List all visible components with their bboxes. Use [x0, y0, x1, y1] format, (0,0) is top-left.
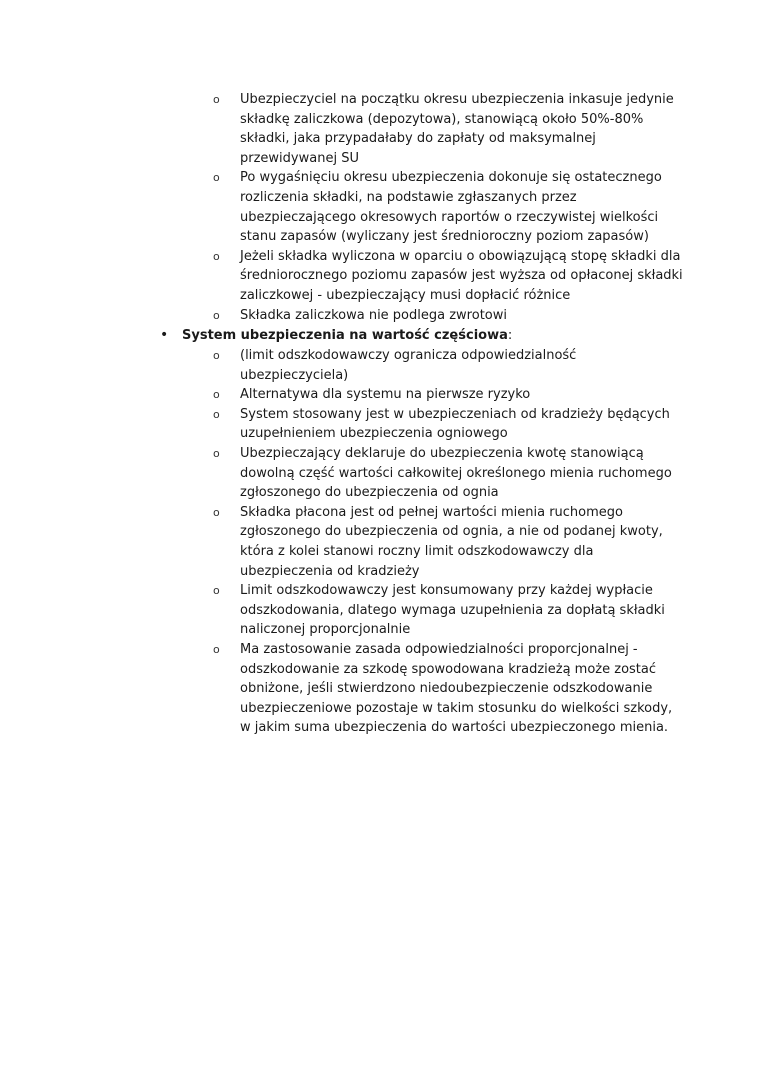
list-item	[213, 306, 683, 326]
circle-bullet-icon: o	[213, 407, 220, 421]
list-item	[213, 168, 683, 246]
section-heading-suffix: :	[507, 328, 513, 343]
list-item	[213, 90, 683, 168]
list-item	[213, 247, 683, 306]
list-item	[213, 640, 683, 738]
circle-bullet-icon: o	[213, 642, 220, 656]
list-item-text: Jeżeli składka wyliczona w oparciu o obowiązującą stopę składki dla średniorocznego poziomu zapasów jest wyższa od opłaconej składki zaliczkowej - ubezpieczający musi dopłacić różnice	[240, 248, 683, 303]
bullet-icon: •	[160, 327, 169, 343]
list-item-text: Ma zastosowanie zasada odpowiedzialności proporcjonalnej - odszkodowanie za szkodę spowodowana kradzieżą może zostać obniżone, jeśli stwierdzono niedoubezpieczenie odszkodowanie ubezpieczeniowe pozostaje w takim stosunku do wielkości szkody, w jakim suma ubezpieczenia do wartości ubezpieczonego mienia.	[240, 641, 673, 736]
circle-bullet-icon: o	[213, 93, 220, 106]
circle-bullet-icon: o	[213, 249, 220, 263]
section-heading	[182, 326, 512, 346]
list-item	[213, 444, 683, 503]
list-item-text: Ubezpieczający deklaruje do ubezpieczenia kwotę stanowiącą dowolną część wartości całkowitej określonego mienia ruchomego zgłoszonego do ubezpieczenia od ognia	[240, 445, 672, 501]
list-item	[213, 405, 683, 444]
circle-bullet-icon: o	[213, 349, 220, 362]
list-item	[213, 503, 683, 581]
list-item	[213, 346, 683, 385]
circle-bullet-icon: o	[213, 171, 220, 185]
circle-bullet-icon: o	[213, 308, 220, 322]
list-item	[213, 581, 683, 640]
section-heading-text: System ubezpieczenia na wartość częściowa	[182, 328, 508, 343]
list-item	[213, 385, 683, 405]
list-item-text: Alternatywa dla systemu na pierwsze ryzyko	[240, 387, 531, 403]
circle-bullet-icon: o	[213, 584, 220, 598]
sub-list-b	[213, 346, 683, 738]
circle-bullet-icon: o	[213, 388, 220, 402]
list-item-text: Składka płacona jest od pełnej wartości mienia ruchomego zgłoszonego do ubezpieczenia od ognia, a nie od podanej kwoty, która z kolei stanowi roczny limit odszkodowawczy dla ubezpieczenia od kradzieży	[240, 504, 663, 579]
list-item-text: Składka zaliczkowa nie podlega zwrotowi	[240, 307, 507, 323]
list-item-text: Limit odszkodowawczy jest konsumowany przy każdej wypłacie odszkodowania, dlatego wymaga uzupełnienia za dopłatą składki naliczonej proporcjonalnie	[240, 583, 665, 638]
list-item-text: System stosowany jest w ubezpieczeniach od kradzieży będących uzupełnieniem ubezpieczenia ogniowego	[240, 406, 670, 442]
list-item-text: Ubezpieczyciel na początku okresu ubezpieczenia inkasuje jedynie składkę zaliczkowa (depozytowa), stanowiącą około 50%-80% składki, jaka przypadałaby do zapłaty od maksymalnej przewidywanej SU	[240, 92, 674, 166]
circle-bullet-icon: o	[213, 446, 220, 460]
circle-bullet-icon: o	[213, 505, 220, 519]
sub-list-a	[213, 90, 683, 325]
list-item-text: Po wygaśnięciu okresu ubezpieczenia dokonuje się ostatecznego rozliczenia składki, na podstawie zgłaszanych przez ubezpieczającego okresowych raportów o rzeczywistej wielkości stanu zapasów (wyliczany jest średnioroczny poziom zapasów)	[240, 170, 662, 245]
list-item-text: (limit odszkodowawczy ogranicza odpowiedzialność ubezpieczyciela)	[240, 348, 577, 383]
